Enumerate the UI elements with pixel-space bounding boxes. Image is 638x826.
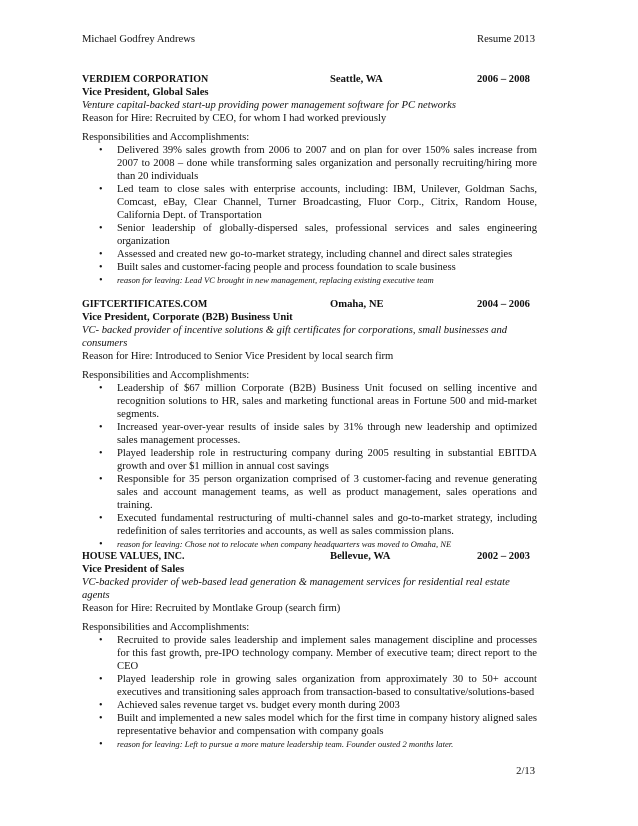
list-item: • Executed fundamental restructuring of multi-channel sales and go-to-market strategy, including redefinition of sales territories and accounts, as well as sales commission plans. bbox=[82, 512, 537, 538]
list-item: • Built and implemented a new sales model which for the first time in company history aligned sales representative behavior and compensation with company goals bbox=[82, 712, 537, 738]
company-description: Venture capital-backed start-up providing power management software for PC networks bbox=[82, 100, 456, 111]
list-item: • Played leadership role in growing sales organization from approximately 30 to 50+ account executives and transitioning sales approach from transaction-based to consultative/solutions-based bbox=[82, 673, 537, 699]
accomplishments-list bbox=[82, 634, 537, 751]
company-name: HOUSE VALUES, INC. bbox=[82, 551, 185, 562]
hire-reason: Reason for Hire: Introduced to Senior Vice President by local search firm bbox=[82, 351, 394, 362]
list-item: • Senior leadership of globally-dispersed sales, professional services and sales engineering organization bbox=[82, 222, 537, 248]
job-entry-verdiem bbox=[82, 73, 537, 287]
job-title: Vice President of Sales bbox=[82, 564, 185, 575]
page-number: 2/13 bbox=[516, 766, 535, 777]
leaving-reason: • reason for leaving: Chose not to relocate when company headquarters was moved to Omaha, NE bbox=[82, 538, 537, 551]
job-dates: 2006 – 2008 bbox=[477, 74, 530, 85]
responsibilities-label: Responsibilities and Accomplishments: bbox=[82, 370, 250, 381]
job-heading bbox=[82, 298, 537, 311]
page-header bbox=[82, 33, 535, 47]
job-heading bbox=[82, 550, 537, 563]
list-item: • Built sales and customer-facing people and process foundation to scale business bbox=[82, 261, 537, 274]
job-title: Vice President, Corporate (B2B) Business Unit bbox=[82, 312, 293, 323]
list-item: • Recruited to provide sales leadership and implement sales management discipline and processes for this fast growth, pre-IPO technology company. Member of executive team; direct report to the CEO bbox=[82, 634, 537, 673]
list-item: • Assessed and created new go-to-market strategy, including channel and direct sales strategies bbox=[82, 248, 537, 261]
doc-label: Resume 2013 bbox=[477, 34, 535, 45]
company-name: GIFTCERTIFICATES.COM bbox=[82, 299, 208, 310]
leaving-reason: • reason for leaving: Left to pursue a more mature leadership team. Founder ousted 2 months later. bbox=[82, 738, 537, 751]
hire-reason: Reason for Hire: Recruited by Montlake Group (search firm) bbox=[82, 603, 341, 614]
job-title: Vice President, Global Sales bbox=[82, 87, 209, 98]
list-item: • Leadership of $67 million Corporate (B2B) Business Unit focused on selling incentive and recognition solutions to HR, sales and marketing functional areas in Fortune 500 and mid-market segments. bbox=[82, 382, 537, 421]
list-item: • Increased year-over-year results of inside sales by 31% through new leadership and optimized sales management processes. bbox=[82, 421, 537, 447]
job-location: Omaha, NE bbox=[330, 299, 384, 310]
company-description: VC- backed provider of incentive solutions & gift certificates for corporations, small businesses and consumers bbox=[82, 325, 508, 349]
leaving-reason: • reason for leaving: Lead VC brought in new management, replacing existing executive team bbox=[82, 274, 537, 287]
list-item: • Delivered 39% sales growth from 2006 to 2007 and on plan for over 150% sales increase from 2007 to 2008 – done while transforming sales organization and personally recruiting/hiring more than 20 individuals bbox=[82, 144, 537, 183]
job-heading bbox=[82, 73, 537, 86]
job-entry-giftcertificates bbox=[82, 298, 537, 551]
company-name: VERDIEM CORPORATION bbox=[82, 74, 209, 85]
list-item: • Responsible for 35 person organization comprised of 3 customer-facing and revenue generating sales and account management teams, as well as product management, sales operations and training. bbox=[82, 473, 537, 512]
hire-reason: Reason for Hire: Recruited by CEO, for whom I had worked previously bbox=[82, 113, 387, 124]
accomplishments-list bbox=[82, 382, 537, 551]
accomplishments-list bbox=[82, 144, 537, 287]
job-location: Bellevue, WA bbox=[330, 551, 391, 562]
responsibilities-label: Responsibilities and Accomplishments: bbox=[82, 132, 250, 143]
candidate-name: Michael Godfrey Andrews bbox=[82, 34, 195, 45]
list-item: • Achieved sales revenue target vs. budget every month during 2003 bbox=[82, 699, 537, 712]
responsibilities-label: Responsibilities and Accomplishments: bbox=[82, 622, 250, 633]
list-item: • Led team to close sales with enterprise accounts, including: IBM, Unilever, Goldman Sachs, Comcast, eBay, Clear Channel, Turner Broadcasting, Fluor Corp., Citrix, Random House, California Dept. of Transportation bbox=[82, 183, 537, 222]
list-item: • Played leadership role in restructuring company during 2005 resulting in substantial EBITDA growth and over $1 million in annual cost savings bbox=[82, 447, 537, 473]
job-dates: 2004 – 2006 bbox=[477, 299, 530, 310]
job-location: Seattle, WA bbox=[330, 74, 383, 85]
job-dates: 2002 – 2003 bbox=[477, 551, 530, 562]
job-entry-housevalues bbox=[82, 550, 537, 751]
company-description: VC-backed provider of web-based lead generation & management services for residential real estate agents bbox=[82, 577, 510, 601]
